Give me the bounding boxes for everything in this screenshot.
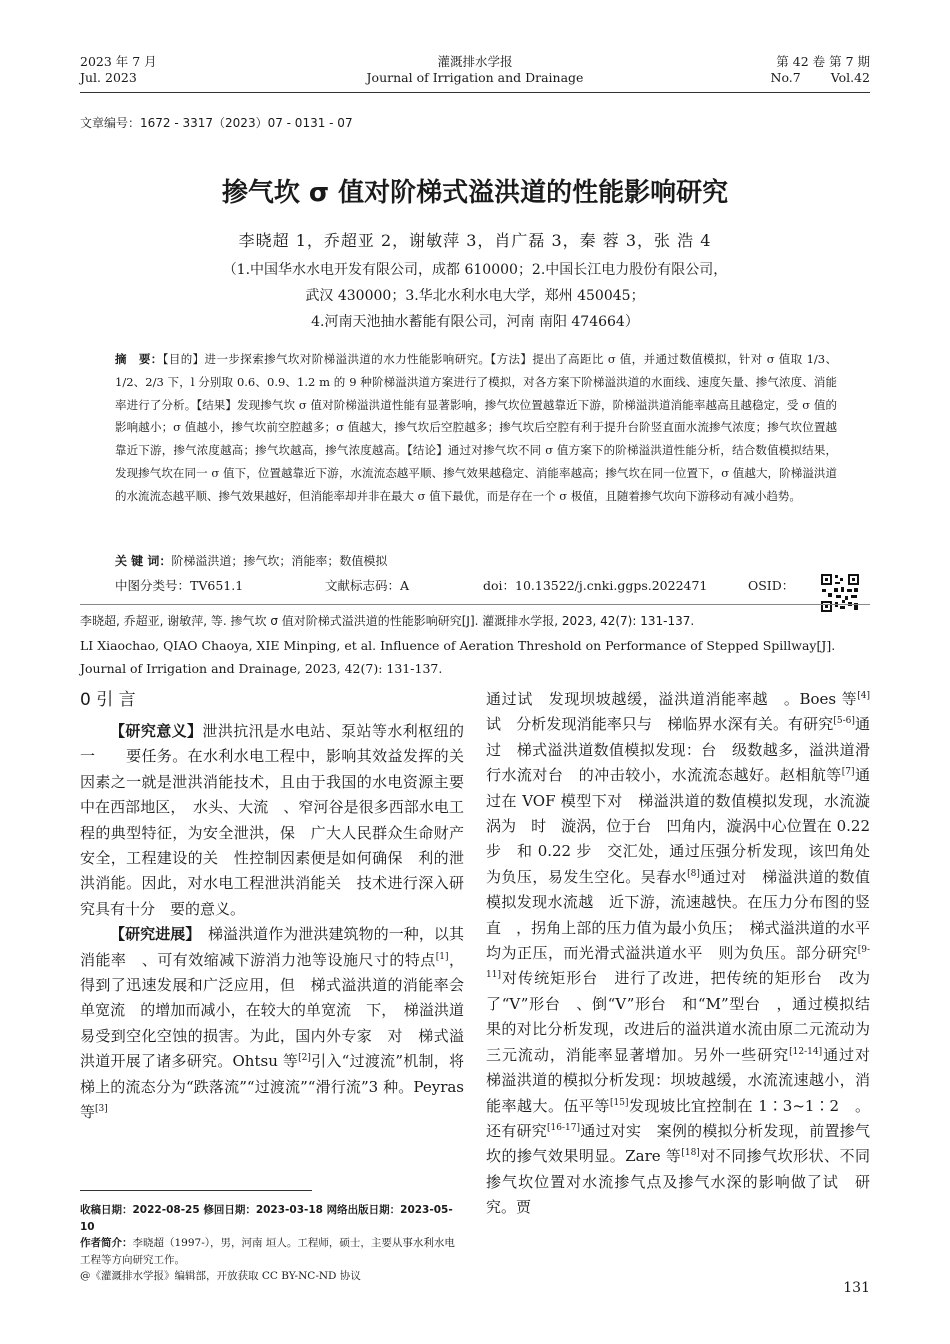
keywords-label: 关 键 词： xyxy=(115,554,172,568)
abstract-label: 摘 要： xyxy=(115,352,163,366)
affiliations xyxy=(0,257,950,335)
left-column xyxy=(80,687,480,1126)
keywords xyxy=(115,552,387,569)
clc-number: 中图分类号：TV651.1 xyxy=(115,578,244,593)
footnote-author-label: 作者简介： xyxy=(80,1237,133,1249)
section-heading: 0 引 言 xyxy=(80,690,136,710)
authors: 李晓超 1，乔超亚 2，谢敏萍 3，肖广磊 3，秦 蓉 3，张 浩 4 xyxy=(238,231,712,250)
doi: doi：10.13522/j.cnki.ggps.2022471 xyxy=(483,578,708,593)
header-date-en: Jul. 2023 xyxy=(80,70,137,85)
abstract xyxy=(115,348,837,508)
footnote-dates: 收稿日期：2022-08-25 修回日期：2023-03-18 网络出版日期：2023-05-10 xyxy=(80,1204,453,1233)
footnote-rule xyxy=(80,1190,312,1191)
header-journal-cn: 灌溉排水学报 xyxy=(437,54,513,69)
citation-en: LI Xiaochao, QIAO Chaoya, XIE Minping, et al. Influence of Aeration Threshold on Performance of Stepped Spillway[J]. xyxy=(80,637,836,653)
qr-code[interactable] xyxy=(820,573,860,613)
citation-rule xyxy=(80,604,870,605)
footnote-license: @《灌溉排水学报》编辑部，开放获取 CC BY-NC-ND 协议 xyxy=(80,1270,361,1282)
header-no: No.7 xyxy=(770,70,801,85)
osid-label: OSID： xyxy=(748,578,795,593)
footnote-author-text: 李晓超（1997-），男，河南 垣人。工程师，硕士，主要从事水利水电工程等方向研究工作。 xyxy=(80,1237,455,1266)
paper-title: 掺气坎 σ 值对阶梯式溢洪道的性能影响研究 xyxy=(221,178,729,208)
header-vol: Vol.42 xyxy=(830,70,870,85)
right-column xyxy=(486,687,886,1221)
paragraph: 通过试 发现坝坡越缓，溢洪道消能率越 。Boes 等[4]试 分析发现消能率只与 梯临界水深有关。有研究[5-6]通过 梯式溢洪道数值模拟发现：台 级数越多，溢洪道滑行水流对台 的冲击较小，水流流态越好。赵相航等[7]通过在 VOF 模型下对 梯溢洪道的数值模拟发现，水流漩涡为 时 漩涡，位于台 凹角内，漩涡中心位置在 0.22 步 和 0.22 步 交汇处，通过压强分析发现，该凹角处为负压，易发生空化。吴春水[8]通过对 梯溢洪道的数值模拟发现水流越 近下游，流速越快。在压力分布图的竖直 ，拐角上部的压力值为最小负压； 梯式溢洪道的水平 均为正压，而光滑式溢洪道水平 则为负压。部分研究[9-11]对传统矩形台 进行了改进，把传统的矩形台 改为了“V”形台 、倒“V”形台 和“M”型台 ，通过模拟结果的对比分析发现，改进后的溢洪道水流由原二元流动为三元流动，消能率显著增加。另外一些研究[12-14]通过对 梯溢洪道的模拟分析发现：坝坡越缓，水流流速越小，消能率越大。伍平等[15]发现坡比宜控制在 1∶3~1∶2 。还有研究[16-17]通过对实 案例的模拟分析发现，前置掺气坎的掺气效果明显。Zare 等[18]对不同掺气坎形状、不同掺气坎位置对水流掺气点及掺气水深的影响做了试 研究。贾 xyxy=(486,690,886,1217)
affiliation-line: 4.河南天池抽水蓄能有限公司，河南 南阳 474664） xyxy=(311,314,639,330)
paragraph: 【研究意义】泄洪抗汛是水电站、泵站等水利枢纽的一 要任务。在水利水电工程中，影响其效益发挥的关 因素之一就是泄洪消能技术，且由于我国的水电资源主要 中在西部地区， 水头、大流 、窄河谷是很多西部水电工程的典型特征，为安全泄洪，保 广大人民群众生命财产安全，工程建设的关 性控制因素便是如何确保 利的泄洪消能。因此，对水电工程泄洪消能关 技术进行深入研究具有十分 要的意义。 xyxy=(80,722,480,918)
header-date-cn: 2023 年 7 月 xyxy=(80,54,157,69)
abstract-text: 【目的】进一步探索掺气坎对阶梯溢洪道的水力性能影响研究。【方法】提出了高距比 σ 值，并通过数值模拟，针对 σ 值取 1/3、1/2、2/3 下，l 分别取 0.6、0.9、1.2 m 的 9 种阶梯溢洪道方案进行了模拟，对各方案下阶梯溢洪道的水面线、速度矢量、掺气浓度、消能率进行了分析。【结果】发现掺气坎 σ 值对阶梯溢洪道性能有显著影响，掺气坎位置越靠近下游，阶梯溢洪道消能率越高且越稳定，受 σ 值的影响越小；σ 值越小，掺气坎前空腔越多；σ 值越大，掺气坎后空腔越多；掺气坎后空腔有利于提升台阶竖直面水流掺气浓度；掺气坎位置越靠近下游，掺气浓度越高；掺气坎越高，掺气浓度越高。【结论】通过对掺气坎不同 σ 值方案下的阶梯溢洪道性能分析，结合数值模拟结果，发现掺气坎在同一 σ 值下，位置越靠近下游，水流流态越平顺、掺气效果越稳定、消能率越高；掺气坎在同一位置下，σ 值越大，阶梯溢洪道的水流流态越平顺、掺气效果越好，但消能率却并非在最大 σ 值下最优，而是存在一个 σ 极值，且随着掺气坎向下游移动有减小趋势。 xyxy=(115,352,838,503)
citation-en: Journal of Irrigation and Drainage, 2023, 42(7): 131-137. xyxy=(80,661,443,676)
citation xyxy=(80,610,870,681)
document-code: 文献标志码：A xyxy=(325,578,410,593)
header-rule xyxy=(80,92,870,93)
header-volume xyxy=(771,54,870,86)
keywords-text: 阶梯溢洪道；掺气坎；消能率；数值模拟 xyxy=(171,554,388,568)
article-number: 文章编号：1672 - 3317（2023）07 - 0131 - 07 xyxy=(80,116,353,130)
footnote xyxy=(80,1202,464,1285)
header-vol-cn: 第 42 卷 第 7 期 xyxy=(776,54,870,69)
affiliation-line: （1.中国华水水电开发有限公司，成都 610000；2.中国长江电力股份有限公司， xyxy=(222,262,728,278)
citation-cn: 李晓超, 乔超亚, 谢敏萍, 等. 掺气坎 σ 值对阶梯式溢洪道的性能影响研究[J]. 灌溉排水学报, 2023, 42(7): 131-137. xyxy=(80,614,695,628)
page-number: 131 xyxy=(843,1280,870,1296)
paragraph: 【研究进展】 梯溢洪道作为泄洪建筑物的一种，以其消能率 、可有效缩减下游消力池等设施尺寸的特点[1]，得到了迅速发展和广泛应用，但 梯式溢洪道的消能率会 单宽流 的增加而减小，在较大的单宽流 下， 梯溢洪道易受到空化空蚀的损害。为此，国内外专家 对 梯式溢洪道开展了诸多研究。Ohtsu 等[2]引入“过渡流”机制，将 梯上的流态分为“跌落流”“过渡流”“滑行流”3 种。Peyras 等[3] xyxy=(80,925,480,1122)
header-journal-en: Journal of Irrigation and Drainage xyxy=(366,70,584,85)
affiliation-line: 武汉 430000；3.华北水利水电大学，郑州 450045； xyxy=(305,288,645,304)
